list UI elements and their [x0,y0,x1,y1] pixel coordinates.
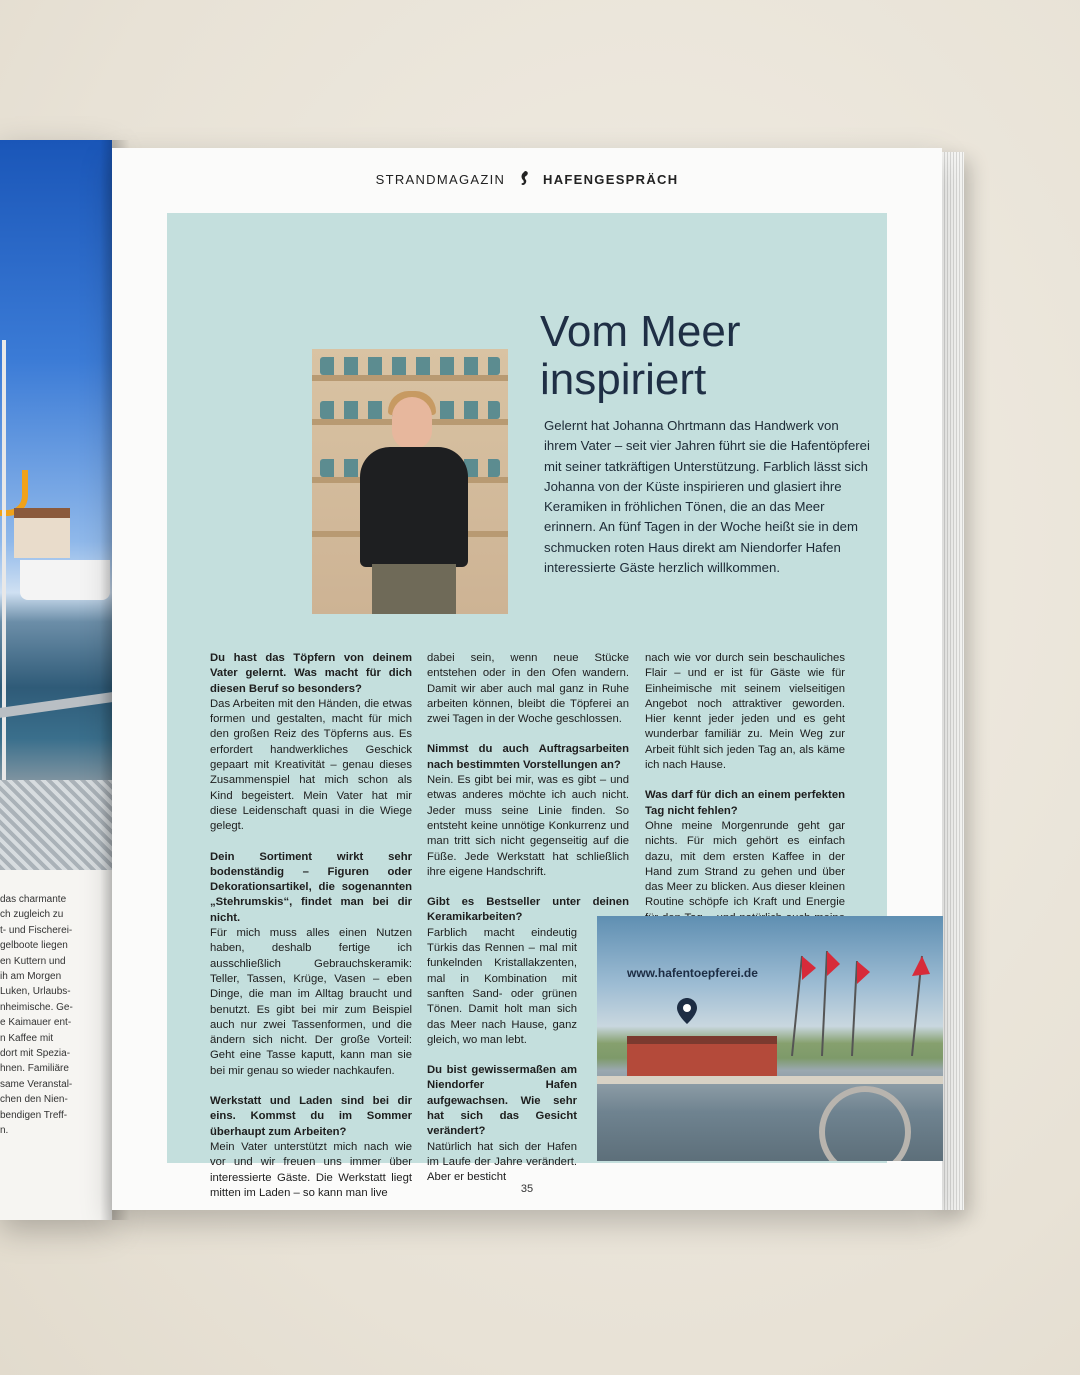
interview-answer: Natürlich hat sich der Hafen im Laufe der Jahre verändert. Aber er besticht [427,1140,577,1184]
person-shirt [360,447,468,567]
photo-railing-mesh [0,780,112,870]
interview-question: Was darf für dich an einem perfekten Tag nicht fehlen? [645,789,845,817]
article-lead: Gelernt hat Johanna Ohrtmann das Handwerk von ihrem Vater – seit vier Jahren führt sie die Hafentöpferei mit seiner tatkräftigen Unterstützung. Farblich lässt sich Johanna von der Küste inspirieren und glasiert ihre Keramiken in fröhlichen Tönen, die an das Meer erinnern. An fünf Tagen in der Woche heißt sie in dem schmucken roten Haus direkt am Niendorfer Hafen interessierte Gäste herzlich willkommen. [544,418,870,576]
person-pants [372,564,456,614]
left-text-line: nheimische. Ge- [0,1001,73,1013]
page-number: 35 [520,1183,534,1195]
left-text-line: e Kaimauer ent- [0,1017,72,1029]
location-pin-icon [677,998,697,1024]
photo-boat [20,560,110,600]
left-text-line: n. [0,1125,9,1137]
harbor-photo [597,916,943,1161]
interview-answer: Nein. Es gibt bei mir, was es gibt – und etwas anderes möchte ich auch nicht. Jeder muss seine Linie finden. So entsteht keine unnötige Konkurrenz und man tritt sich nicht gegenseitig auf die Füße. Jede Werkstatt hat schließlich ihre eigene Handschrift. [427,774,629,878]
left-text-line: t- und Fischerei- [0,924,73,936]
left-text-line: dort mit Spezia- [0,1048,71,1060]
mugs-row [320,357,500,375]
text-column-1 [210,651,412,1216]
left-text-line: n Kaffee mit [0,1032,54,1044]
section-name: HAFENGESPRÄCH [543,172,679,187]
interview-question: Du bist gewissermaßen am Niendorfer Hafen aufgewachsen. Wie sehr hat sich das Gesicht verändert? [427,1064,577,1138]
photo-house [14,508,70,558]
interview-answer: Für mich muss alles einen Nutzen haben, deshalb fertige ich ausschließlich Gebrauchskeramik: Teller, Tassen, Krüge, Vasen – eben Dinge, die man im Alltag braucht und benutzt. Es gibt bei mir zum Beispiel auch nur zwei Tassenformen, und die ändern sich nicht. Der große Vorteil: Geht eine Tasse kaputt, kann man sie bei mir genau so wieder nachkaufen. [210,927,412,1077]
interview-answer: Ohne meine Morgenrunde geht gar nichts. Für mich gehört es einfach dazu, mit dem ersten Kaffee in der Hand zum Strand zu gehen und über das Meer zu blicken. Aus dieser kleinen Routine schöpfe ich Kraft und Energie [645,819,845,909]
interview-answer: nach wie vor durch sein beschauliches Flair – und er ist für Gäste wie für Einheimische mit seinem vielseitigen Angebot noch attraktiver geworden. Hier kennt jeder jeden und es geht wunderbar familiär zu. Mein Weg zur Arbeit fühlt sich jeden Tag an, als käme ich nach Hause. [645,652,845,772]
left-text-line: ch zugleich zu [0,909,64,921]
left-text-line: das charmante [0,894,67,905]
interview-question: Gibt es Bestseller unter deinen Keramikarbeiten? [427,896,629,924]
left-text-line: gelboote liegen [0,940,68,952]
photo-railing-bar [0,692,112,718]
left-text-line: bendigen Treff- [0,1109,68,1121]
red-house [627,1036,777,1080]
interview-answer: Farblich macht eindeutig Türkis das Rennen – mal mit funkelnden Kristallakzenten, mal in Kombination mit sanften Sand- oder grünen Tönen. Damit holt man sich das Meer nach Hause, ganz gleich, wo man lebt. [427,926,577,1046]
potter-portrait-photo [312,349,508,614]
interview-answer: dabei sein, wenn neue Stücke entstehen oder in den Ofen wandern. Damit wir aber auch mal ganz in Ruhe arbeiten können, bleibt die Töpferei an zwei Tagen in der Woche geschlossen. [427,652,629,726]
seahorse-icon [518,170,530,186]
interview-question: Du hast das Töpfern von deinem Vater gelernt. Was macht für dich diesen Beruf so besonders? [210,652,412,695]
title-line: Vom Meer [540,307,741,356]
left-page [0,140,112,1220]
dock [597,1076,943,1084]
winch-wheel [819,1086,911,1161]
interview-answer: Das Arbeiten mit den Händen, die etwas formen und gestalten, macht für mich den großen Reiz des Töpferns aus. Es erfordert handwerkliches Geschick gepaart mit Kreativität – genau dieses Zusammenspiel hat mich schon als Kind begeistert. Mein Vater hat mir diese Leidenschaft quasi in die Wiege gelegt. [210,697,412,833]
left-text-line: Luken, Urlaubs- [0,986,71,998]
fishing-flags-graphic [772,946,932,1056]
interview-question: Nimmst du auch Auftragsarbeiten nach bestimmten Vorstellungen an? [427,743,629,771]
magazine-name: STRANDMAGAZIN [375,172,506,187]
left-text-line: hnen. Familiäre [0,1063,69,1075]
website-url[interactable]: www.hafentoepferei.de [627,966,758,980]
left-page-harbor-photo [0,140,112,870]
running-header [112,170,942,187]
interview-answer: Mein Vater unterstützt mich nach wie vor und wir freuen uns immer über interessierte Gäste. Die Werkstatt liegt mitten im Laden – so kann man live [210,1140,412,1199]
left-page-text [0,892,110,1139]
shelf [312,375,508,381]
right-page [112,148,942,1210]
left-text-line: ih am Morgen [0,971,62,983]
person-head [392,397,432,449]
left-text-line: en Kuttern und [0,955,66,967]
interview-question: Dein Sortiment wirkt sehr bodenständig – Figuren oder Dekorationsartikel, die sogenannten „Stehrumskis“, findet man bei dir nicht. [210,850,412,924]
title-line: inspiriert [540,355,707,404]
left-text-line: same Veranstal- [0,1078,73,1090]
article-title [540,308,880,404]
left-text-line: chen den Nien- [0,1094,68,1106]
interview-question: Werkstatt und Laden sind bei dir eins. Kommst du im Sommer überhaupt zum Arbeiten? [210,1095,412,1138]
